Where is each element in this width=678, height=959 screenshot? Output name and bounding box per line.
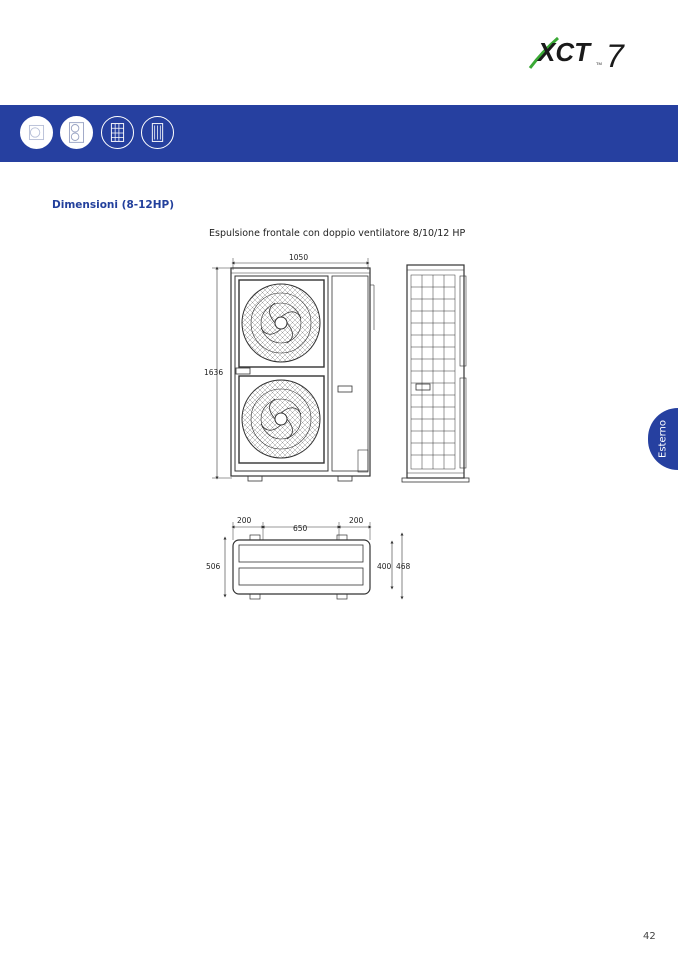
logo-mark: TM xyxy=(596,61,602,66)
side-view xyxy=(402,265,469,482)
side-tab-label: Esterno xyxy=(657,420,669,458)
dim-width-label: 1050 xyxy=(289,253,309,262)
dim-depth-inner-label: 400 xyxy=(377,562,392,571)
dim-depth-outer-label: 506 xyxy=(206,562,221,571)
dim-depth-total-label: 468 xyxy=(396,562,411,571)
dim-height-label: 1636 xyxy=(204,368,224,377)
front-view xyxy=(212,258,374,481)
side-grille xyxy=(411,275,455,469)
logo-text: XCT xyxy=(538,37,590,67)
logo-number: 7 xyxy=(606,38,624,72)
section-title: Dimensioni (8-12HP) xyxy=(52,199,175,211)
figure-caption: Espulsione frontale con doppio ventilatore 8/10/12 HP xyxy=(209,228,466,239)
top-view xyxy=(225,522,402,599)
dim-foot-right-label: 200 xyxy=(349,516,364,525)
dim-foot-middle-label: 650 xyxy=(293,524,308,533)
page-number: 42 xyxy=(643,931,656,942)
dim-foot-left-label: 200 xyxy=(237,516,252,525)
